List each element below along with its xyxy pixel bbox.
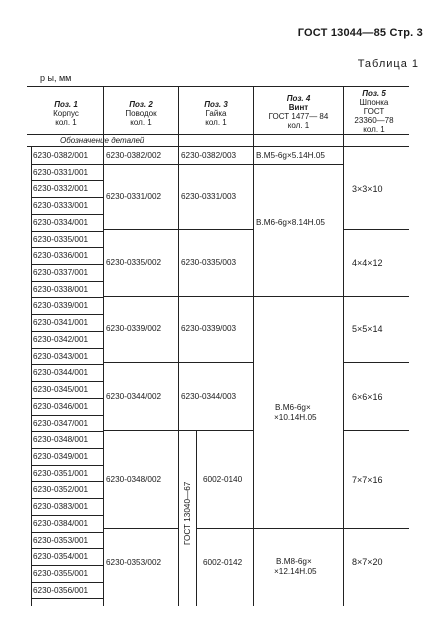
col2-value: 6230-0348/002 [106,475,162,484]
col1-value: 6230-0356/001 [33,585,89,595]
col1-value: 6230-0354/001 [33,552,89,562]
col2-rule [103,164,178,165]
col1-row-rule [31,364,103,365]
col1-row-rule [31,197,103,198]
col1-row-rule [31,281,103,282]
col3-qty: кол. 1 [205,118,227,127]
col1-value: 6230-0346/001 [33,401,89,411]
col5-value: 4×4×12 [352,258,383,268]
col1-value: 6230-0384/001 [33,518,89,528]
section-label: Обозначение деталей [60,136,145,145]
col1-value: 6230-0332/001 [33,184,89,194]
col1-value: 6230-0335/001 [33,234,89,244]
col5-rule [343,229,409,230]
col1-value: 6230-0343/001 [33,351,89,361]
col5-gost-num: 23360—78 [354,116,394,125]
col2-rule [103,430,178,431]
col3-sub-rule [196,528,253,529]
col1-row-rule [31,498,103,499]
col4-gost: ГОСТ 1477— 84 [268,112,329,121]
col5-gost: ГОСТ [363,107,385,116]
col1-row-rule [31,481,103,482]
col1-row-rule [31,348,103,349]
col1-row-rule [31,582,103,583]
col1-row-rule [31,164,103,165]
col1-value: 6230-0337/001 [33,268,89,278]
col1-value: 6230-0349/001 [33,451,89,461]
col4-value: B.M8-6g× [276,557,312,566]
col1-row-rule [31,331,103,332]
col1-value: 6230-0383/001 [33,502,89,512]
col3-value: 6230-0335/003 [181,258,237,267]
col1-qty: кол. 1 [55,118,77,127]
col1-value: 6230-0334/001 [33,217,89,227]
col3-rule [178,362,253,363]
col4-pos: Поз. 4 [286,94,311,103]
col3-gost-vertical: ГОСТ 13040—67 [183,481,192,545]
col3-name: Гайка [205,109,227,118]
col5-pos: Поз. 5 [362,89,386,98]
col2-value: 6230-0344/002 [106,392,162,401]
col5-qty: кол. 1 [363,125,385,134]
col1-row-rule [31,381,103,382]
col3-value: 6230-0382/003 [181,151,237,160]
col2-qty: кол. 1 [130,118,152,127]
col5-value: 6×6×16 [352,392,383,402]
col3-rule [178,229,253,230]
col5-value: 7×7×16 [352,475,383,485]
col1-value: 6230-0331/001 [33,167,89,177]
col4-value: ×12.14H.05 [274,567,317,576]
units-label: р ы, мм [40,73,72,83]
col1-row-rule [31,532,103,533]
col1-value: 6230-0352/001 [33,485,89,495]
col1-value: 6230-0344/001 [33,368,89,378]
col1-pos: Поз. 1 [54,100,78,109]
gost-page-header: ГОСТ 13044—85 Стр. 3 [297,27,423,39]
col5-value: 5×5×14 [352,324,383,334]
col3-sub-divider [196,431,197,606]
col1-value: 6230-0351/001 [33,468,89,478]
col5-value: 3×3×10 [352,184,383,194]
col3-value: 6230-0344/003 [181,392,237,401]
col1-row-rule [31,448,103,449]
col1-value: 6230-0382/001 [33,151,89,160]
col4-rule [253,164,343,165]
header-col-4 [254,88,343,141]
col1-row-rule [31,180,103,181]
col3-sub-value: 6002-0140 [203,475,243,484]
col3-pos: Поз. 3 [204,100,228,109]
table-top-rule [27,86,409,87]
col1-row-rule [31,415,103,416]
col1-value: 6230-0342/001 [33,334,89,344]
col1-row-rule [31,231,103,232]
col2-value: 6230-0339/002 [106,324,162,333]
col4-qty: кол. 1 [287,121,310,130]
col1-value: 6230-0338/001 [33,284,89,294]
col1-row-rule [31,314,103,315]
col1-row-rule [31,264,103,265]
col2-rule [103,362,178,363]
col5-name: Шпонка [359,98,389,107]
col4-value: B.M6-6g× [275,403,311,412]
col1-row-rule [31,398,103,399]
col3-rule [178,164,253,165]
col1-row-rule [31,565,103,566]
col1-row-rule [31,598,103,599]
col1-row-rule [31,297,103,298]
col2-value: 6230-0382/002 [106,151,162,160]
col1-value: 6230-0347/001 [33,418,89,428]
col2-value: 6230-0353/002 [106,558,162,567]
col1-value: 6230-0341/001 [33,318,89,328]
col4-value: B.M5-6g×5.14H.05 [256,151,325,160]
col4-rule [253,296,343,297]
col2-value: 6230-0331/002 [106,192,162,201]
col1-name: Корпус [53,109,79,118]
col2-name: Поводок [125,109,157,118]
col5-value: 8×7×20 [352,557,383,567]
col3-sub-value: 6002-0142 [203,558,243,567]
col3-value: 6230-0331/003 [181,192,237,201]
header-col-3 [179,88,253,147]
col2-value: 6230-0335/002 [106,258,162,267]
table-title: Таблица 1 [357,58,419,70]
col1-value: 6230-0339/001 [33,301,89,311]
col1-row-rule [31,548,103,549]
col2-pos: Поз. 2 [129,100,153,109]
col5-rule [343,528,409,529]
col1-value: 6230-0353/001 [33,535,89,545]
col1-row-rule [31,515,103,516]
col4-value: ×10.14H.05 [274,413,317,422]
col1-value: 6230-0345/001 [33,385,89,395]
col4-rule [253,528,343,529]
col1-row-rule [31,465,103,466]
col1-value: 6230-0355/001 [33,569,89,578]
col5-rule [343,296,409,297]
header-col-5 [344,88,404,136]
col5-rule [343,362,409,363]
col5-rule [343,430,409,431]
col3-rule [178,296,253,297]
col1-value: 6230-0348/001 [33,435,89,445]
col1-value: 6230-0333/001 [33,201,89,211]
col1-row-rule [31,431,103,432]
col4-name: Винт [288,103,309,112]
col1-value: 6230-0336/001 [33,251,89,261]
col4-value: B.M6-6g×8.14H.05 [256,218,325,227]
col3-value: 6230-0339/003 [181,324,237,333]
col1-row-rule [31,214,103,215]
col2-rule [103,296,178,297]
col3-rule [178,430,253,431]
col2-rule [103,528,178,529]
col1-left-border [31,147,32,606]
col1-row-rule [31,247,103,248]
col2-rule [103,229,178,230]
